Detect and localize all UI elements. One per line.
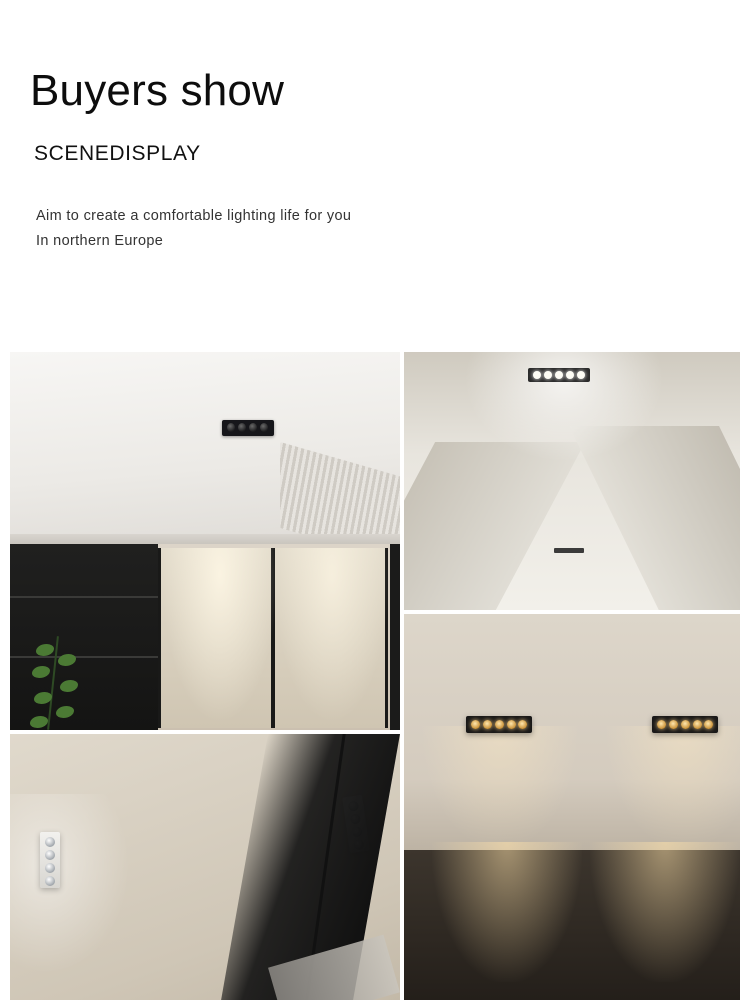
light-pool (432, 842, 582, 982)
lamp-head (693, 720, 702, 729)
lamp-head (45, 876, 55, 886)
lamp-head (681, 720, 690, 729)
scene-illustration (404, 614, 740, 1000)
lamp-head (518, 720, 527, 729)
lamp-head (507, 720, 516, 729)
light-glow (604, 726, 740, 852)
plant-leaf (32, 666, 50, 678)
lamp-head (495, 720, 504, 729)
page-subtitle: SCENEDISPLAY (34, 142, 201, 166)
lamp-head (45, 863, 55, 873)
plant-leaf (56, 706, 74, 718)
gallery-image-bright-ceiling-linear-light (404, 352, 740, 610)
tagline (36, 204, 750, 253)
potted-plant (18, 636, 94, 730)
lamp-head (544, 371, 552, 379)
linear-downlight-fixture (222, 420, 274, 436)
sliding-door-panel (158, 548, 274, 728)
lamp-head (483, 720, 492, 729)
ceiling-edge (10, 534, 400, 544)
gallery-image-ceiling-black-linear-light-over-cabinets (10, 352, 400, 730)
lamp-head (533, 371, 541, 379)
gallery-image-wall-mounted-vertical-fixtures (10, 734, 400, 1000)
header-block (0, 0, 750, 253)
plant-leaf (30, 716, 48, 728)
plant-leaf (36, 644, 54, 656)
light-pool (590, 842, 740, 982)
lamp-head (555, 371, 563, 379)
page-title: Buyers show (30, 66, 285, 115)
lamp-head (227, 423, 235, 432)
tagline-line-1: Aim to create a comfortable lighting life for you (36, 208, 352, 225)
lamp-head (45, 850, 55, 860)
linear-downlight-fixture (466, 716, 532, 733)
cabinet-frame (390, 544, 400, 730)
lamp-head (45, 837, 55, 847)
lamp-head (577, 371, 585, 379)
image-gallery (10, 352, 740, 1000)
gallery-image-wall-washer-two-fixtures (404, 614, 740, 1000)
lamp-head (657, 720, 666, 729)
lamp-head (238, 423, 246, 432)
linear-downlight-fixture (652, 716, 718, 733)
gallery-right-column (404, 352, 740, 1000)
lamp-head (669, 720, 678, 729)
lamp-head (566, 371, 574, 379)
scene-illustration (10, 352, 400, 730)
cabinet-shelf (10, 596, 158, 598)
lamp-head (249, 423, 257, 432)
tagline-line-2: In northern Europe (36, 232, 164, 249)
light-glow (10, 794, 130, 974)
sliding-door-panel (272, 548, 388, 728)
small-strip-light (554, 548, 584, 553)
scene-illustration (10, 734, 400, 1000)
plant-leaf (60, 680, 78, 692)
light-glow (420, 726, 580, 852)
lamp-head (704, 720, 713, 729)
scene-illustration (404, 352, 740, 610)
vertical-downlight-fixture (40, 832, 60, 888)
lamp-head (260, 423, 268, 432)
linear-downlight-fixture (528, 368, 590, 382)
lamp-head (471, 720, 480, 729)
plant-leaf (58, 654, 76, 666)
